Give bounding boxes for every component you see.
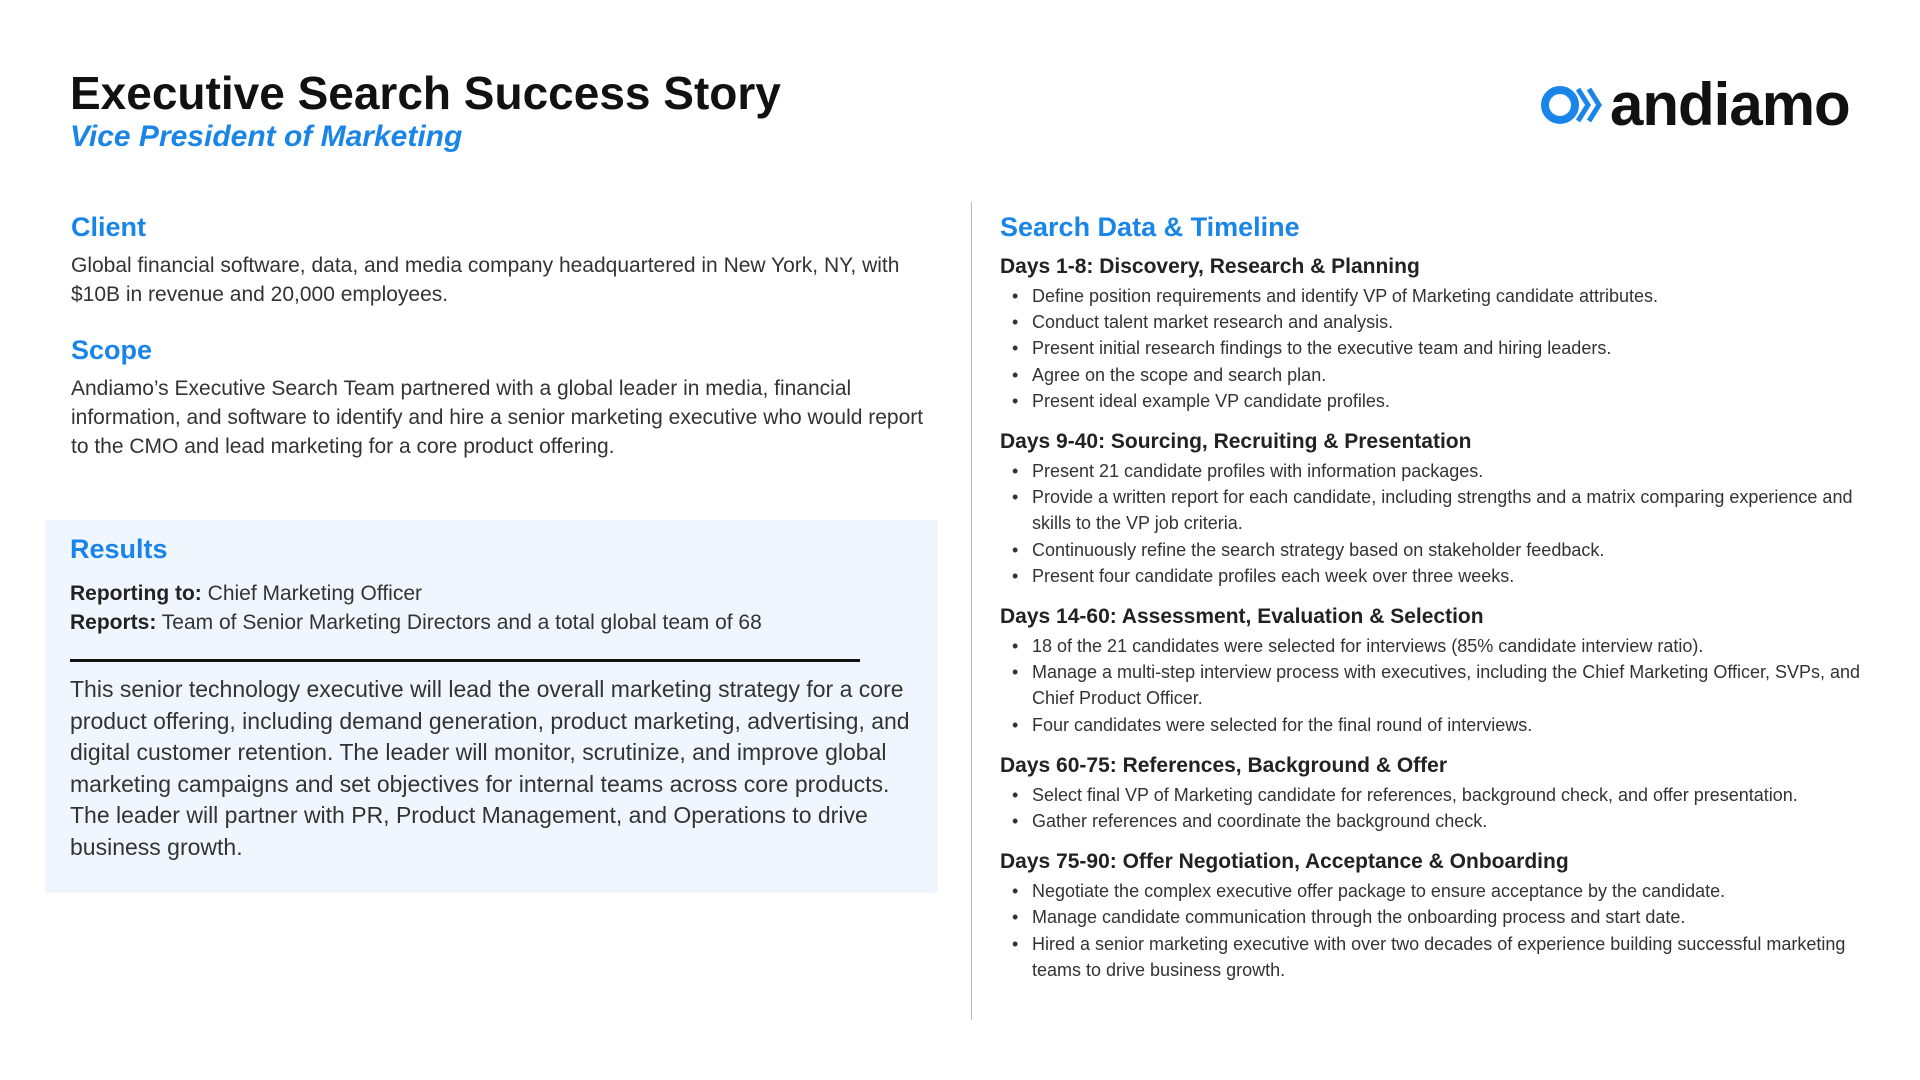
- logo-mark-icon: [1540, 83, 1604, 127]
- client-text: Global financial software, data, and media company headquartered in New York, NY, with $10B in revenue and 20,000 employees.: [71, 254, 900, 306]
- list-item: • 18 of the 21 candidates were selected for interviews (85% candidate interview ratio).: [1000, 633, 1880, 659]
- reporting-to: [70, 579, 913, 608]
- reports: [70, 608, 913, 637]
- timeline-phase: [1000, 752, 1880, 834]
- phase-title: Days 9-40: Sourcing, Recruiting & Presentation: [1000, 430, 1472, 454]
- phase-title: Days 14-60: Assessment, Evaluation & Selection: [1000, 605, 1484, 629]
- timeline-heading: Search Data & Timeline: [1000, 212, 1300, 242]
- phase-items: [1000, 458, 1880, 589]
- scope-heading: Scope: [71, 335, 153, 365]
- list-item: • Continuously refine the search strategy based on stakeholder feedback.: [1000, 537, 1880, 563]
- list-item: • Present four candidate profiles each week over three weeks.: [1000, 563, 1880, 589]
- list-item: • Conduct talent market research and analysis.: [1000, 309, 1880, 335]
- timeline-phase: [1000, 253, 1880, 414]
- timeline-phase: [1000, 603, 1880, 738]
- phase-items: [1000, 633, 1880, 738]
- list-item: • Present 21 candidate profiles with information packages.: [1000, 458, 1880, 484]
- list-item: • Negotiate the complex executive offer package to ensure acceptance by the candidate.: [1000, 878, 1880, 904]
- scope-section: [71, 335, 931, 461]
- reports-label: Reports:: [70, 611, 157, 634]
- client-section: [71, 212, 931, 309]
- phase-items: [1000, 878, 1880, 983]
- phase-title: Days 60-75: References, Background & Offer: [1000, 753, 1447, 777]
- andiamo-logo: [1540, 70, 1850, 139]
- phase-items: [1000, 283, 1880, 414]
- list-item: • Four candidates were selected for the final round of interviews.: [1000, 712, 1880, 738]
- left-column: [71, 212, 931, 487]
- phase-items: [1000, 782, 1880, 834]
- scope-text: Andiamo’s Executive Search Team partnered with a global leader in media, financial information, and software to identify and hire a senior marketing executive who would report to the CMO and lead marketing for a core product offering.: [71, 377, 924, 458]
- timeline-phase: [1000, 848, 1880, 983]
- list-item: • Present initial research findings to the executive team and hiring leaders.: [1000, 335, 1880, 361]
- phase-title: Days 75-90: Offer Negotiation, Acceptance & Onboarding: [1000, 850, 1569, 874]
- client-heading: Client: [71, 212, 147, 242]
- list-item: • Manage candidate communication through the onboarding process and start date.: [1000, 904, 1880, 930]
- results-divider: [70, 659, 860, 662]
- page-title: Executive Search Success Story: [70, 67, 781, 119]
- reporting-label: Reporting to:: [70, 582, 202, 605]
- reports-value: Team of Senior Marketing Directors and a total global team of 68: [156, 611, 762, 634]
- results-panel: [45, 520, 938, 893]
- timeline-column: [1000, 212, 1880, 983]
- phase-title: Days 1-8: Discovery, Research & Planning: [1000, 255, 1420, 278]
- list-item: • Agree on the scope and search plan.: [1000, 362, 1880, 388]
- timeline-phase: [1000, 428, 1880, 589]
- results-heading: Results: [70, 534, 168, 564]
- list-item: • Provide a written report for each candidate, including strengths and a matrix comparing experience and skills to the VP job criteria.: [1000, 484, 1880, 536]
- list-item: • Manage a multi-step interview process with executives, including the Chief Marketing Officer, SVPs, and Chief Product Officer.: [1000, 659, 1880, 711]
- list-item: • Hired a senior marketing executive with over two decades of experience building successful marketing teams to drive business growth.: [1000, 931, 1880, 983]
- list-item: • Define position requirements and identify VP of Marketing candidate attributes.: [1000, 283, 1880, 309]
- column-divider: [971, 202, 972, 1020]
- reporting-value: Chief Marketing Officer: [201, 582, 423, 605]
- list-item: • Gather references and coordinate the background check.: [1000, 808, 1880, 834]
- page-subtitle: Vice President of Marketing: [70, 120, 463, 153]
- list-item: • Present ideal example VP candidate profiles.: [1000, 388, 1880, 414]
- results-paragraph: This senior technology executive will lead the overall marketing strategy for a core product offering, including demand generation, product marketing, advertising, and digital customer retention. The leader will monitor, scrutinize, and improve global marketing campaigns and set objectives for internal teams across core products. The leader will partner with PR, Product Management, and Operations to drive business growth.: [70, 676, 910, 860]
- logo-text: andiamo: [1610, 71, 1850, 138]
- list-item: • Select final VP of Marketing candidate for references, background check, and offer presentation.: [1000, 782, 1880, 808]
